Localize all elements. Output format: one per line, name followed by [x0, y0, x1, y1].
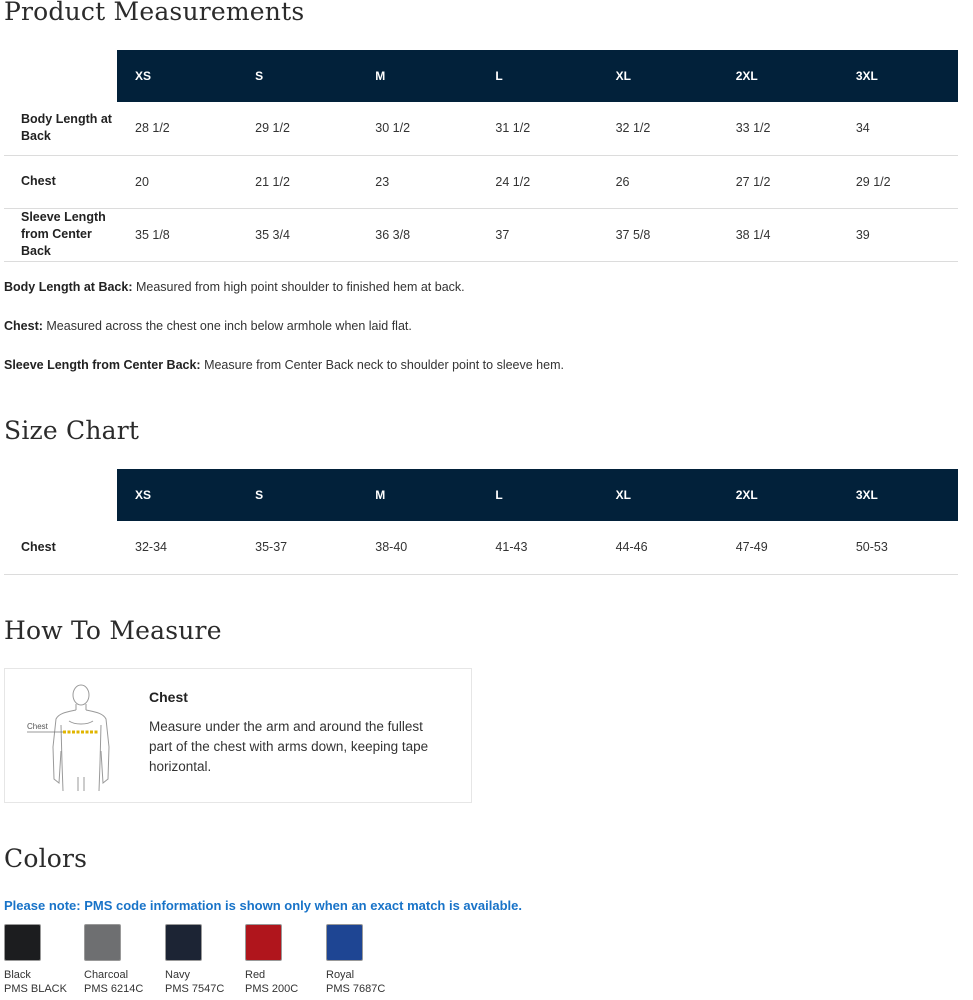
size-header-cell: S: [237, 469, 357, 521]
measurement-note: [4, 280, 465, 294]
color-name: Red: [245, 969, 266, 981]
color-name: Charcoal: [84, 969, 129, 981]
table-cell: 20: [117, 155, 237, 208]
measure-title: Chest: [149, 689, 188, 705]
table-cell: 47-49: [718, 521, 838, 574]
measure-illustration: [23, 679, 139, 795]
row-label: Sleeve Length from Center Back: [4, 208, 117, 261]
table-cell: 35 3/4: [237, 208, 357, 261]
color-chip[interactable]: [165, 924, 202, 961]
color-name: Navy: [165, 969, 191, 981]
table-cell: 32 1/2: [598, 102, 718, 155]
row-label: Body Length at Back: [4, 102, 117, 155]
size-header-row: [4, 50, 958, 102]
table-cell: 44-46: [598, 521, 718, 574]
note-term: Sleeve Length from Center Back:: [4, 358, 201, 372]
size-header-cell: S: [237, 50, 357, 102]
table-cell: 24 1/2: [477, 155, 597, 208]
table-row: [4, 521, 958, 574]
table-cell: 50-53: [838, 521, 958, 574]
note-text: Measure from Center Back neck to shoulder point to sleeve hem.: [200, 358, 564, 372]
color-swatch[interactable]: [245, 924, 320, 996]
color-pms-code: PMS 6214C: [84, 983, 144, 995]
color-pms-code: PMS 200C: [245, 983, 299, 995]
table-cell: 38 1/4: [718, 208, 838, 261]
color-name: Royal: [326, 969, 355, 981]
table-cell: 33 1/2: [718, 102, 838, 155]
size-header-cell: 2XL: [718, 469, 838, 521]
color-name: Black: [4, 969, 31, 981]
note-text: Measured across the chest one inch below armhole when laid flat.: [42, 319, 412, 333]
table-cell: 32-34: [117, 521, 237, 574]
color-swatch[interactable]: [165, 924, 240, 996]
table-cell: 39: [838, 208, 958, 261]
table-cell: 26: [598, 155, 718, 208]
measurement-note: [4, 319, 412, 333]
color-pms-code: PMS 7687C: [326, 983, 386, 995]
color-chip[interactable]: [245, 924, 282, 961]
table-cell: 31 1/2: [477, 102, 597, 155]
size-header-cell: XS: [117, 50, 237, 102]
measure-description: Measure under the arm and around the fullest part of the chest with arms down, keeping tape horizontal.: [149, 719, 429, 774]
product-measurements-heading: Product Measurements: [4, 0, 305, 26]
how-to-measure-card: [4, 668, 472, 803]
table-cell: 28 1/2: [117, 102, 237, 155]
color-swatch[interactable]: [84, 924, 159, 996]
colors-heading: Colors: [4, 844, 88, 873]
size-header-cell: 2XL: [718, 50, 838, 102]
size-header-cell: L: [477, 469, 597, 521]
table-cell: 36 3/8: [357, 208, 477, 261]
size-header-cell: M: [357, 50, 477, 102]
figure-label: Chest: [27, 722, 48, 731]
pms-note: Please note: PMS code information is shown only when an exact match is available.: [4, 898, 522, 913]
table-cell: 37 5/8: [598, 208, 718, 261]
table-cell: 29 1/2: [838, 155, 958, 208]
size-chart-table: [4, 469, 958, 575]
table-cell: 27 1/2: [718, 155, 838, 208]
size-header-cell: L: [477, 50, 597, 102]
row-label: Chest: [4, 155, 117, 208]
note-text: Measured from high point shoulder to finished hem at back.: [132, 280, 465, 294]
table-cell: 35 1/8: [117, 208, 237, 261]
size-header-cell: 3XL: [838, 469, 958, 521]
size-chart-heading: Size Chart: [4, 416, 140, 445]
color-pms-code: PMS 7547C: [165, 983, 225, 995]
table-cell: 35-37: [237, 521, 357, 574]
size-header-cell: 3XL: [838, 50, 958, 102]
note-term: Chest:: [4, 319, 43, 333]
how-to-measure-heading: How To Measure: [4, 616, 222, 645]
product-measurements-table: [4, 50, 958, 262]
size-header-cell: XL: [598, 50, 718, 102]
size-header-cell: XL: [598, 469, 718, 521]
table-cell: 37: [477, 208, 597, 261]
table-row: [4, 208, 958, 261]
table-cell: 30 1/2: [357, 102, 477, 155]
table-row: [4, 102, 958, 155]
color-swatch[interactable]: [4, 924, 79, 996]
note-term: Body Length at Back:: [4, 280, 133, 294]
header-blank-cell: [4, 469, 117, 521]
table-row: [4, 155, 958, 208]
size-header-row: [4, 469, 958, 521]
table-cell: 38-40: [357, 521, 477, 574]
size-header-cell: XS: [117, 469, 237, 521]
row-label: Chest: [4, 521, 117, 574]
size-header-cell: M: [357, 469, 477, 521]
color-swatch[interactable]: [326, 924, 401, 996]
color-chip[interactable]: [326, 924, 363, 961]
table-cell: 29 1/2: [237, 102, 357, 155]
color-chip[interactable]: [84, 924, 121, 961]
color-chip[interactable]: [4, 924, 41, 961]
table-cell: 23: [357, 155, 477, 208]
table-cell: 34: [838, 102, 958, 155]
measurement-note: [4, 358, 564, 372]
color-pms-code: PMS BLACK: [4, 983, 67, 995]
header-blank-cell: [4, 50, 117, 102]
torso-figure-icon: [23, 679, 139, 795]
table-cell: 21 1/2: [237, 155, 357, 208]
table-cell: 41-43: [477, 521, 597, 574]
